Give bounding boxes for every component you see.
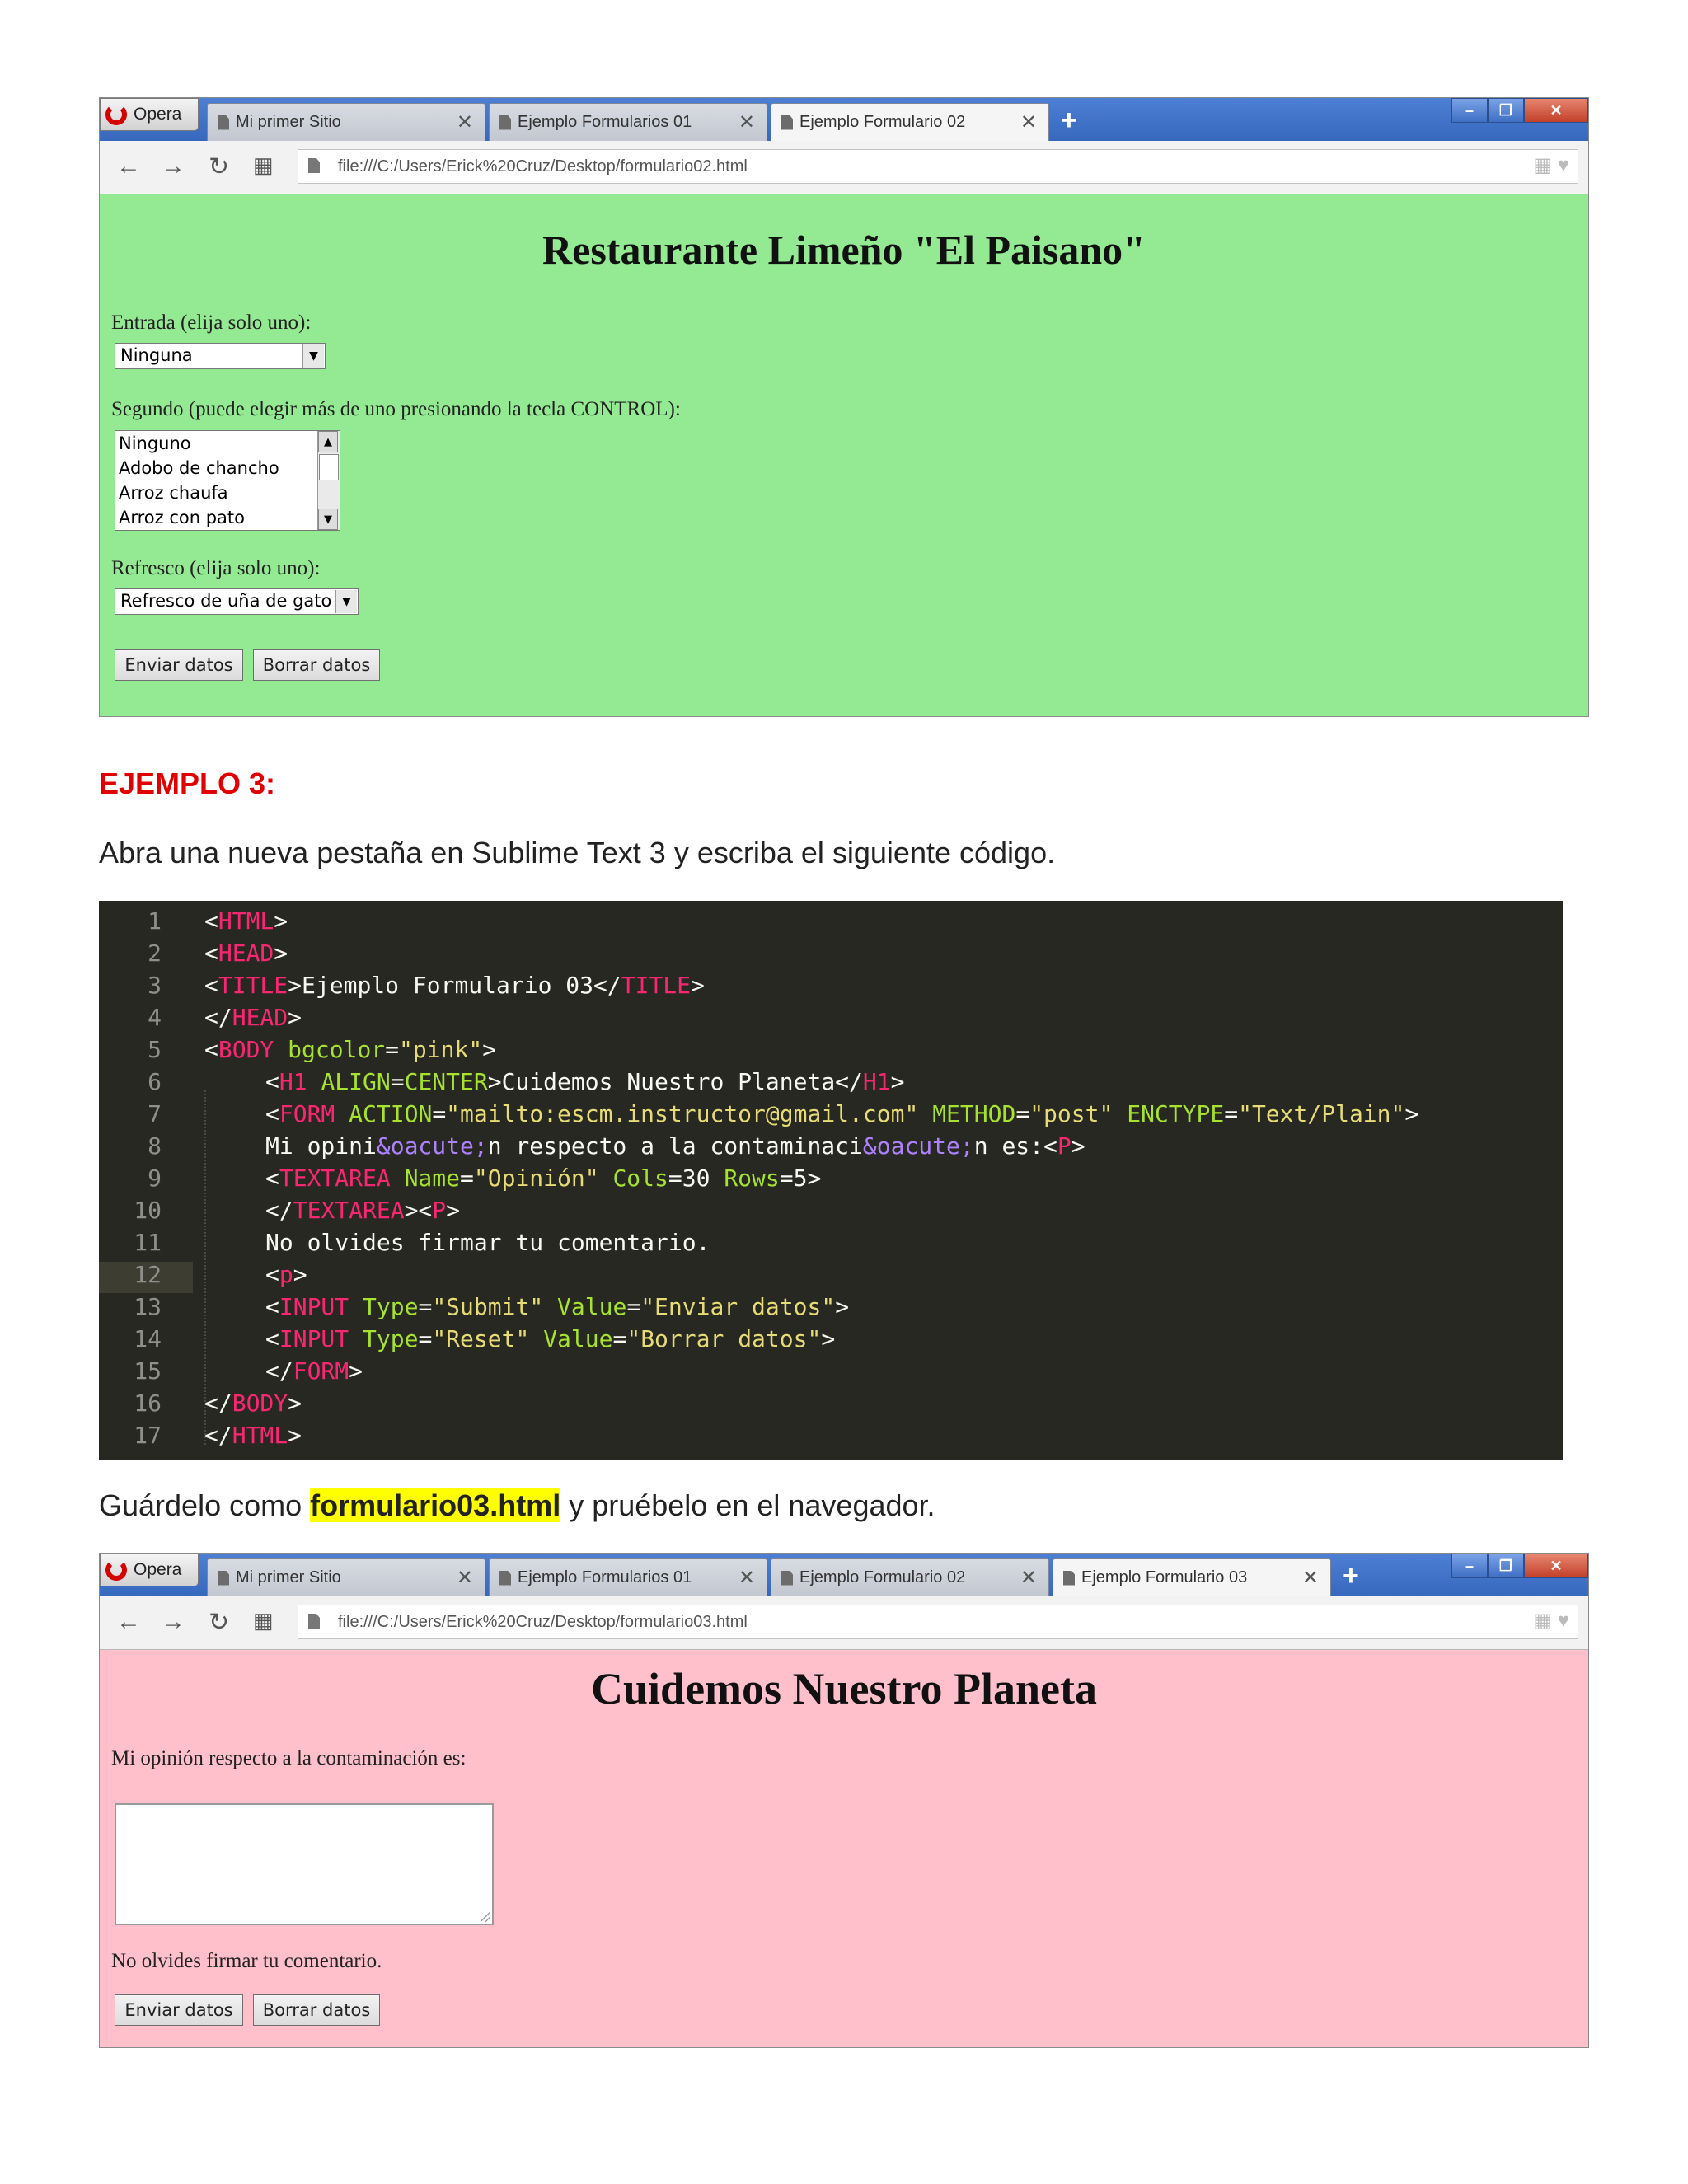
line-number: 15 [134, 1357, 162, 1385]
code-line [204, 940, 288, 967]
code-token: HTML [218, 907, 274, 935]
code-token: > [482, 1036, 497, 1063]
listbox-scrollbar[interactable] [317, 431, 340, 530]
page-icon [218, 115, 229, 130]
code-token: INPUT [279, 1293, 349, 1320]
code-token: "Borrar datos" [626, 1325, 822, 1352]
line-number: 10 [134, 1197, 162, 1224]
code-token: "post" [1029, 1100, 1114, 1127]
address-bar[interactable] [298, 1605, 1578, 1639]
close-window-icon[interactable]: ✕ [1524, 98, 1588, 123]
reload-icon[interactable]: ↻ [209, 153, 230, 180]
opera-label: Opera [134, 105, 182, 124]
page-icon [781, 1571, 793, 1586]
code-token: &oacute; [862, 1132, 974, 1160]
code-token: =5> [779, 1165, 822, 1192]
opera-logo-icon [106, 1559, 127, 1581]
code-token: BODY [218, 1036, 274, 1063]
code-line [265, 1132, 1085, 1160]
submit-button[interactable]: Enviar datos [115, 649, 243, 681]
code-token: "mailto:escm.instructor@gmail.com" [446, 1100, 919, 1127]
page-icon [218, 1571, 229, 1586]
close-tab-icon[interactable]: ✕ [738, 1567, 755, 1589]
list-option[interactable]: Arroz con pato [119, 508, 246, 527]
forward-icon[interactable]: → [161, 152, 185, 180]
code-token: < [265, 1165, 279, 1192]
scroll-thumb[interactable] [319, 454, 339, 480]
close-tab-icon[interactable]: ✕ [456, 1567, 473, 1589]
code-token [274, 1036, 288, 1063]
code-token: Type [363, 1293, 419, 1320]
list-option[interactable]: Adobo de chancho [119, 458, 279, 478]
page-icon [308, 158, 320, 173]
minimize-icon[interactable]: – [1451, 1554, 1488, 1578]
submit-button[interactable]: Enviar datos [115, 1994, 243, 2026]
opinion-textarea[interactable] [115, 1803, 494, 1925]
chevron-down-icon: ▼ [302, 344, 324, 368]
code-token [599, 1165, 613, 1192]
opera-menu-button[interactable] [100, 98, 199, 131]
code-token: Type [363, 1325, 419, 1352]
code-token: ENCTYPE [1127, 1100, 1225, 1127]
code-token: &oacute; [376, 1132, 488, 1160]
browser-titlebar [100, 1554, 1588, 1596]
code-token: < [265, 1068, 279, 1095]
reset-button[interactable]: Borrar datos [253, 649, 380, 681]
line-number: 2 [148, 940, 162, 967]
line-number: 8 [148, 1132, 162, 1160]
tab-ejemplo-formulario-03[interactable] [1053, 1558, 1331, 1596]
code-token: Rows [724, 1165, 780, 1192]
browser-titlebar [100, 98, 1588, 141]
code-token: = [1015, 1100, 1030, 1127]
code-line [204, 1004, 302, 1031]
code-token: < [204, 1036, 218, 1063]
close-tab-icon[interactable]: ✕ [738, 111, 755, 134]
code-token: < [204, 972, 218, 999]
tab-label: Mi primer Sitio [236, 1568, 341, 1586]
code-token: > [691, 972, 705, 999]
save-instruction [99, 1488, 935, 1523]
code-line [265, 1165, 821, 1192]
window-controls [1451, 1554, 1588, 1578]
new-tab-icon[interactable]: + [1061, 105, 1077, 136]
list-option[interactable]: Ninguno [119, 434, 191, 453]
code-line [204, 972, 705, 999]
tab-mi-primer-sitio[interactable] [207, 1558, 485, 1596]
reset-button[interactable]: Borrar datos [253, 1994, 380, 2026]
line-number: 13 [134, 1293, 162, 1320]
code-token: No olvides firmar tu comentario. [265, 1229, 710, 1256]
code-token: > [349, 1357, 363, 1385]
code-token: P [432, 1197, 447, 1224]
code-token: METHOD [932, 1100, 1016, 1127]
code-token: p [279, 1261, 293, 1288]
code-token [1113, 1100, 1127, 1127]
code-token: FORM [293, 1357, 349, 1385]
entrada-label: Entrada (elija solo uno): [111, 312, 312, 334]
code-token: "pink" [399, 1036, 483, 1063]
segundo-listbox[interactable] [115, 430, 340, 531]
reload-icon[interactable]: ↻ [209, 1609, 230, 1636]
page-content [100, 194, 1588, 717]
bookmark-heart-icon[interactable]: ▦ ♥ [1533, 154, 1569, 176]
close-tab-icon[interactable]: ✕ [1020, 111, 1037, 134]
save-prefix: Guárdelo como [99, 1488, 311, 1522]
code-token: P [1057, 1132, 1071, 1160]
code-token: >Cuidemos Nuestro Planeta</ [487, 1068, 863, 1095]
tab-ejemplo-formularios-01[interactable] [489, 103, 767, 141]
window-controls [1451, 98, 1588, 123]
code-token: "Enviar datos" [640, 1293, 836, 1320]
tab-label: Ejemplo Formulario 02 [799, 113, 966, 131]
code-token: > [821, 1325, 836, 1352]
code-line [265, 1197, 460, 1224]
code-token: INPUT [279, 1325, 349, 1352]
code-token: = [432, 1100, 447, 1127]
code-token: > [1071, 1132, 1085, 1160]
code-line [204, 1422, 302, 1449]
entrada-select[interactable] [115, 343, 326, 369]
tab-ejemplo-formulario-02[interactable] [771, 1558, 1049, 1596]
speed-dial-icon[interactable]: ▦ [253, 1608, 274, 1633]
code-token: = [626, 1293, 641, 1320]
code-line [204, 907, 288, 935]
code-token: Value [557, 1293, 627, 1320]
code-token: > [274, 940, 288, 967]
code-line [265, 1100, 1418, 1127]
code-token: >< [404, 1197, 433, 1224]
page-icon [308, 1614, 320, 1629]
instruction-text: Abra una nueva pestaña en Sublime Text 3 y escriba el siguiente código. [99, 836, 1056, 869]
code-token: = [390, 1068, 405, 1095]
code-token: CENTER [404, 1068, 488, 1095]
code-token: </ [204, 1004, 232, 1031]
chevron-down-icon: ▼ [335, 590, 357, 613]
code-token: < [204, 907, 218, 935]
url-text: file:///C:/Users/Erick%20Cruz/Desktop/formulario02.html [338, 157, 748, 176]
save-suffix: y pruébelo en el navegador. [560, 1488, 935, 1522]
code-token: Name [404, 1165, 461, 1192]
opera-menu-button[interactable] [100, 1554, 199, 1586]
code-token: </ [265, 1197, 293, 1224]
code-token: < [265, 1293, 279, 1320]
list-option[interactable]: Arroz chaufa [119, 483, 228, 503]
code-token: >Ejemplo Formulario 03</ [288, 972, 621, 999]
code-token: ACTION [349, 1100, 433, 1127]
code-token: Mi opini [265, 1132, 377, 1160]
code-token: BODY [232, 1390, 288, 1417]
page-heading: Restaurante Limeño "El Paisano" [542, 227, 1146, 273]
code-token: n respecto a la contaminaci [487, 1132, 863, 1160]
forward-icon[interactable]: → [161, 1608, 185, 1635]
code-line [265, 1229, 710, 1256]
code-line [265, 1068, 904, 1095]
code-token: Cols [612, 1165, 668, 1192]
tab-label: Mi primer Sitio [236, 113, 341, 131]
tab-label: Ejemplo Formularios 01 [518, 113, 692, 131]
code-token: > [288, 1422, 302, 1449]
code-token: = [385, 1036, 400, 1063]
close-window-icon[interactable]: ✕ [1524, 1554, 1588, 1578]
url-text: file:///C:/Users/Erick%20Cruz/Desktop/formulario03.html [338, 1613, 748, 1631]
code-line [204, 1036, 496, 1063]
code-token: </ [204, 1390, 232, 1417]
scroll-down-icon[interactable]: ▼ [318, 509, 338, 530]
line-number: 9 [148, 1165, 162, 1192]
code-token: > [835, 1293, 850, 1320]
code-token: "Reset" [432, 1325, 530, 1352]
browser-window-formulario02 [99, 97, 1589, 717]
code-line [204, 1390, 302, 1417]
new-tab-icon[interactable]: + [1343, 1560, 1359, 1591]
refresco-label: Refresco (elija solo uno): [111, 557, 321, 579]
code-token: "Opinión" [473, 1165, 599, 1192]
back-icon[interactable]: ← [116, 152, 141, 180]
resize-handle-icon[interactable] [481, 1912, 490, 1922]
code-line [265, 1357, 363, 1385]
reminder-text: No olvides firmar tu comentario. [111, 1950, 382, 1972]
scroll-up-icon[interactable]: ▲ [318, 431, 338, 452]
code-token: = [460, 1165, 474, 1192]
line-number: 3 [148, 972, 162, 999]
tab-label: Ejemplo Formulario 02 [799, 1568, 966, 1586]
code-token: TITLE [218, 972, 288, 999]
page-icon [499, 1571, 511, 1586]
refresco-select-value: Refresco de uña de gato [120, 591, 332, 611]
opinion-label: Mi opinión respecto a la contaminación es: [111, 1747, 467, 1769]
code-token [918, 1100, 932, 1127]
restore-icon[interactable]: ❐ [1488, 1554, 1524, 1578]
browser-window-formulario03 [99, 1553, 1589, 2048]
code-token: < [265, 1325, 279, 1352]
speed-dial-icon[interactable]: ▦ [253, 152, 274, 177]
code-line [265, 1261, 307, 1288]
code-token: HEAD [218, 940, 274, 967]
code-token: "Submit" [432, 1293, 544, 1320]
code-token: > [288, 1390, 302, 1417]
tab-label: Ejemplo Formulario 03 [1081, 1568, 1248, 1586]
page-heading: Cuidemos Nuestro Planeta [591, 1664, 1097, 1713]
code-line [265, 1325, 835, 1352]
code-token: TITLE [621, 972, 692, 999]
code-token: HTML [232, 1422, 288, 1449]
code-token: HEAD [232, 1004, 288, 1031]
code-token: > [274, 907, 288, 935]
code-token: TEXTAREA [279, 1165, 391, 1192]
tab-ejemplo-formulario-02[interactable] [771, 103, 1049, 141]
restore-icon[interactable]: ❐ [1488, 98, 1524, 123]
code-token: = [612, 1325, 627, 1352]
address-bar[interactable] [298, 149, 1578, 184]
code-token [543, 1293, 557, 1320]
code-token: n es:< [973, 1132, 1057, 1160]
code-token: =30 [668, 1165, 724, 1192]
opera-label: Opera [134, 1560, 182, 1579]
code-token: > [1404, 1100, 1419, 1127]
refresco-select[interactable] [115, 588, 359, 615]
code-token: </ [204, 1422, 232, 1449]
code-token [335, 1100, 349, 1127]
code-token: > [293, 1261, 307, 1288]
code-token: TEXTAREA [293, 1197, 405, 1224]
line-number: 1 [148, 907, 162, 935]
line-number: 11 [134, 1229, 162, 1256]
line-number: 12 [134, 1261, 162, 1288]
line-number: 16 [134, 1390, 162, 1417]
code-token: Value [543, 1325, 613, 1352]
code-token: bgcolor [288, 1036, 386, 1063]
back-icon[interactable]: ← [116, 1608, 141, 1635]
code-token: ALIGN [321, 1068, 391, 1095]
code-token [391, 1165, 405, 1192]
browser-toolbar [100, 141, 1588, 194]
tab-label: Ejemplo Formularios 01 [518, 1568, 692, 1586]
file-name-highlight: formulario03.html [310, 1488, 561, 1522]
entrada-select-value: Ninguna [120, 345, 193, 365]
code-token: FORM [279, 1100, 335, 1127]
code-token: < [265, 1261, 279, 1288]
line-number: 17 [134, 1422, 162, 1449]
code-token: > [890, 1068, 905, 1095]
minimize-icon[interactable]: – [1451, 98, 1488, 123]
code-editor [99, 901, 1563, 1460]
close-tab-icon[interactable]: ✕ [1020, 1567, 1037, 1589]
code-token: > [446, 1197, 461, 1224]
code-token: = [1224, 1100, 1239, 1127]
code-token: "Text/Plain" [1238, 1100, 1405, 1127]
page-icon [1063, 1571, 1075, 1586]
code-token: > [288, 1004, 302, 1031]
code-token: </ [265, 1357, 293, 1385]
code-token: H1 [862, 1068, 891, 1095]
code-token [307, 1068, 321, 1095]
code-token: = [418, 1293, 433, 1320]
line-number: 7 [148, 1100, 162, 1127]
close-tab-icon[interactable]: ✕ [456, 111, 473, 134]
section-title: EJEMPLO 3: [99, 766, 276, 800]
page-icon [781, 115, 793, 130]
code-token: = [418, 1325, 433, 1352]
page-content [100, 1650, 1588, 2048]
line-number: 14 [134, 1325, 162, 1352]
segundo-label: Segundo (puede elegir más de uno presionando la tecla CONTROL): [111, 398, 681, 420]
tab-ejemplo-formularios-01[interactable] [489, 1558, 767, 1596]
code-token: < [265, 1100, 279, 1127]
code-token [349, 1293, 363, 1320]
code-token [349, 1325, 363, 1352]
code-token [529, 1325, 543, 1352]
bookmark-heart-icon[interactable]: ▦ ♥ [1533, 1610, 1569, 1632]
code-line [265, 1293, 849, 1320]
line-number: 6 [148, 1068, 162, 1095]
code-token: H1 [279, 1068, 307, 1095]
close-tab-icon[interactable]: ✕ [1301, 1567, 1319, 1589]
code-token: < [204, 940, 218, 967]
line-number: 5 [148, 1036, 162, 1063]
tab-mi-primer-sitio[interactable] [207, 103, 485, 141]
line-number: 4 [148, 1004, 162, 1031]
opera-logo-icon [106, 104, 127, 125]
page-icon [499, 115, 511, 130]
browser-toolbar [100, 1596, 1588, 1650]
